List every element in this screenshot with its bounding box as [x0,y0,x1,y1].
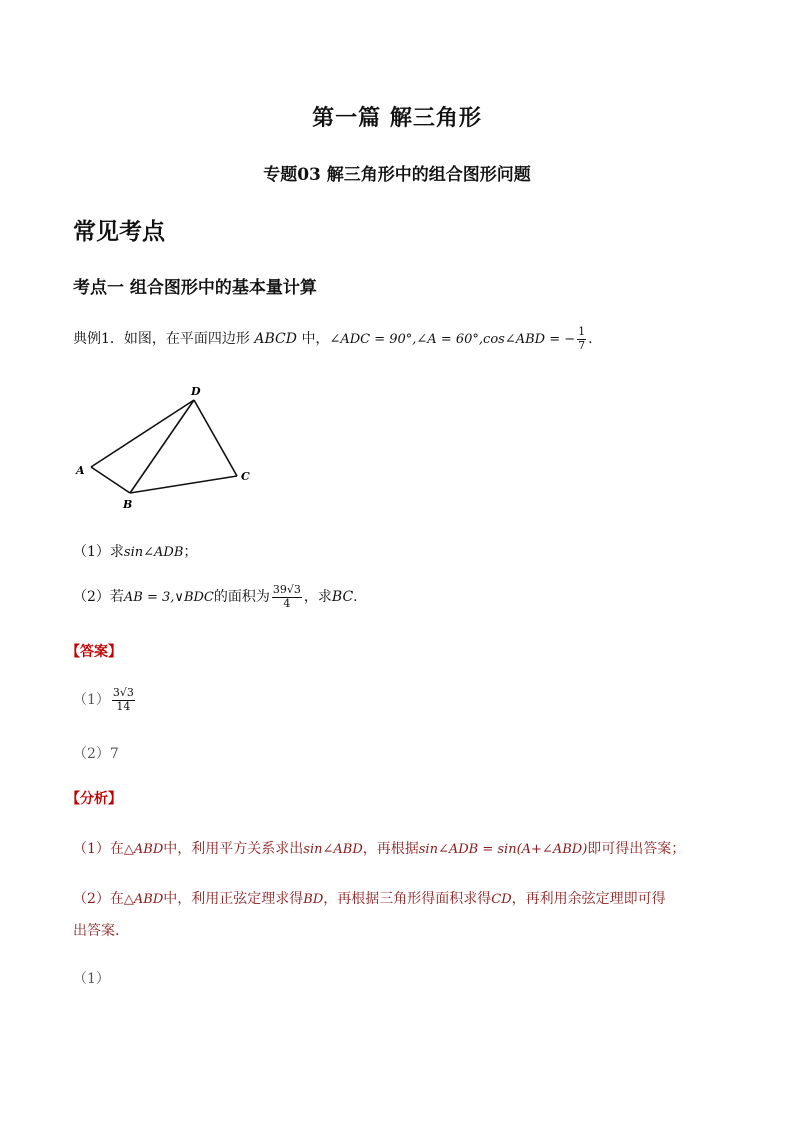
p1-b: 中，利用平方关系求出 [163,841,304,857]
area-numerator: 39√3 [272,583,301,596]
q2-mid: 的面积为 [213,589,270,606]
p1-a: （1）在 [73,841,124,857]
point-heading: 考点一 组合图形中的基本量计算 [73,278,317,298]
q2-suffix: ，求 [303,589,332,606]
p2-bd: BD [303,892,324,907]
section-heading: 常见考点 [73,218,165,245]
p1-c: ，再根据 [362,841,419,857]
topic-subtitle: 专题03 解三角形中的组合图形问题 [263,165,531,185]
quadrilateral-name: ABCD [254,331,297,348]
example-intro: 典例1．如图，在平面四边形 [73,331,250,348]
label-d: D [191,385,201,398]
q1-expression: sin∠ADB [123,545,184,560]
q2-target: BC [331,589,354,606]
area-denominator: 4 [283,596,291,610]
label-b: B [123,498,133,511]
edge-dc [194,400,237,476]
quadrilateral-figure [70,380,270,515]
analysis-paragraph-1 [73,838,685,858]
diagonal-bd [130,400,194,493]
page-title: 第一篇 解三角形 [312,105,482,131]
cos-fraction [577,326,586,352]
example-statement [73,326,593,352]
q2-prefix: （2）若 [73,589,124,606]
edge-ad [91,400,194,467]
cos-numerator: 1 [578,325,586,338]
analysis-paragraph-2-continued: 出答案. [73,923,120,939]
a1-fraction [112,687,135,713]
q1-prefix: （1）求 [73,544,124,560]
a1-numerator: 3√3 [112,686,134,699]
a1-prefix: （1） [73,692,110,709]
question-1 [73,541,197,561]
area-fraction [272,584,302,610]
question-2 [73,584,358,610]
analysis-label: 【分析】 [66,791,122,807]
edge-ba [91,467,130,493]
p1-expression-2: sin∠ADB = sin(A+∠ABD) [418,842,588,857]
q2-end: . [353,589,358,606]
p2-d: ，再利用余弦定理即可得 [511,891,666,907]
answer-2: （2）7 [73,746,119,762]
p1-triangle: △ABD [123,842,164,857]
example-tail: . [588,331,593,348]
p2-cd: CD [491,892,512,907]
analysis-paragraph-2 [73,888,666,908]
p1-d: 即可得出答案； [587,841,686,857]
edge-cb [130,476,237,493]
a1-denominator: 14 [116,699,131,713]
q2-expression: AB = 3,∨BDC [123,590,214,606]
label-c: C [241,470,250,483]
answer-label: 【答案】 [66,644,122,660]
example-condition: ∠ADC = 90°,∠A = 60°,cos∠ABD = − [329,332,576,348]
answer-1 [73,687,137,713]
solution-part-1: （1） [73,971,110,987]
example-mid: 中， [301,331,330,348]
q1-suffix: ； [183,544,198,560]
p1-expression-1: sin∠ABD [303,842,363,857]
p2-c: ，再根据三角形得面积求得 [323,891,492,907]
label-a: A [76,464,85,477]
p2-triangle: △ABD [123,892,164,907]
p2-b: 中，利用正弦定理求得 [163,891,304,907]
p2-a: （2）在 [73,891,124,907]
cos-denominator: 7 [578,338,586,352]
